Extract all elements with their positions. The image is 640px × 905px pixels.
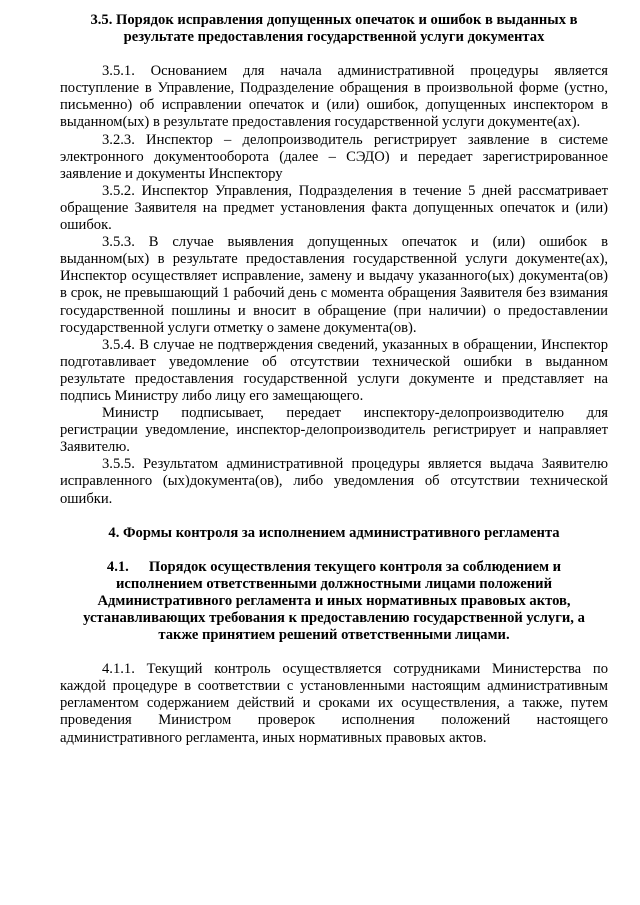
paragraph-3-2-3: 3.2.3. Инспектор – делопроизводитель регистрирует заявление в системе электронного документооборота (далее – СЭДО) и передает зарегистрированное заявление и документы Инспектору xyxy=(60,131,608,182)
section-3-5-heading: 3.5. Порядок исправления допущенных опечаток и ошибок в выданных в результате предоставления государственной услуги документах xyxy=(90,12,578,46)
paragraph-3-5-5: 3.5.5. Результатом административной процедуры является выдача Заявителю исправленного (ых)документа(ов), либо уведомления об отсутствии технической ошибки. xyxy=(60,456,608,507)
paragraph-minister: Министр подписывает, передает инспектору-делопроизводителю для регистрации уведомление, инспектор-делопроизводитель регистрирует и направляет Заявителю. xyxy=(60,405,608,456)
subsection-4-1-heading xyxy=(60,559,608,644)
paragraph-3-5-2: 3.5.2. Инспектор Управления, Подразделения в течение 5 дней рассматривает обращение Заявителя на предмет установления факта допущенных опечаток и (или) ошибок. xyxy=(60,182,608,234)
subsection-4-1-title: Порядок осуществления текущего контроля за соблюдением и исполнением ответственными должностными лицами положений Административного регламента и иных нормативных правовых актов, устанавливающих требования к предоставлению государственной услуги, а также принятием решений ответственными лицами. xyxy=(83,558,585,644)
subsection-4-1-number: 4.1. xyxy=(106,558,129,575)
paragraph-3-5-4: 3.5.4. В случае не подтверждения сведений, указанных в обращении, Инспектор подготавливает уведомление об отсутствии технической ошибки в выданном результате предоставления государственной услуги документе и представляет на подпись Министру либо лицу его замещающего. xyxy=(60,336,608,404)
section-4-heading: 4. Формы контроля за исполнением административного регламента xyxy=(108,524,560,541)
paragraph-3-5-3: 3.5.3. В случае выявления допущенных опечаток и (или) ошибок в выданном(ых) в результате предоставления государственной услуги документе(ах), Инспектор осуществляет исправление, замену и выдачу указанного(ых) документа(ов) в срок, не превышающий 1 рабочий день с момента обращения Заявителя без взимания государственной пошлины и вносит в обращение (при наличии) о предоставлении государственной услуги отметку о замене документа(ов). xyxy=(60,234,608,336)
paragraph-3-5-1: 3.5.1. Основанием для начала административной процедуры является поступление в Управление, Подразделение обращения в произвольной форме (устно, письменно) об исправлении опечаток и (или) ошибок, допущенных инспектором в выданном(ых) в результате предоставления государственной услуги документе(ах). xyxy=(60,63,608,131)
paragraph-4-1-1: 4.1.1. Текущий контроль осуществляется сотрудниками Министерства по каждой процедуре в соответствии с установленными настоящим административным регламентом содержанием действий и сроками их осуществления, а также, путем проведения Министром проверок исполнения положений настоящего административного регламента, иных нормативных правовых актов. xyxy=(60,661,608,746)
